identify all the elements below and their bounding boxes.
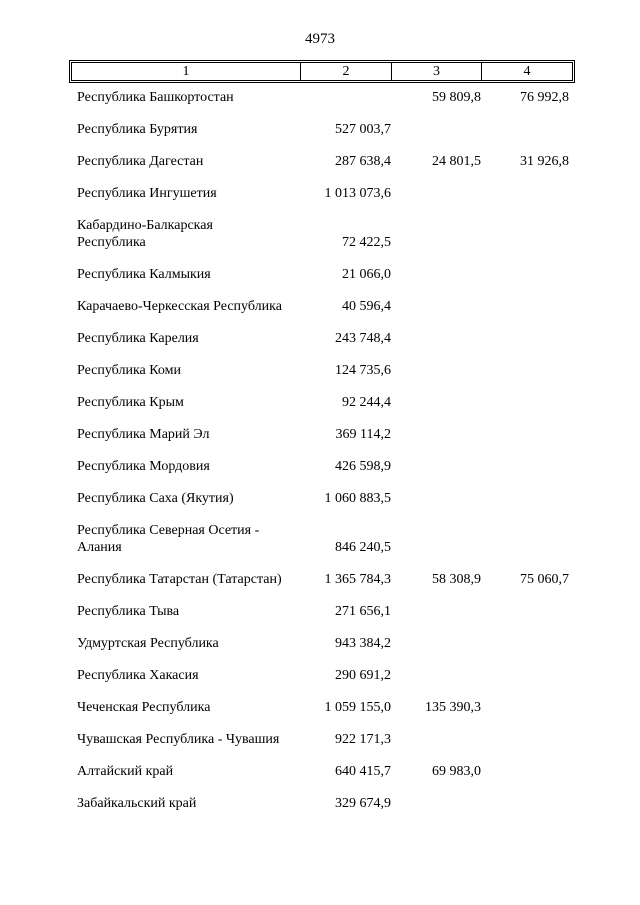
value-col-2: 124 735,6 <box>335 363 391 378</box>
value-col-2: 640 415,7 <box>335 764 391 779</box>
value-col-2: 287 638,4 <box>335 154 391 169</box>
value-col-2: 527 003,7 <box>335 122 391 137</box>
region-name: Республика Бурятия <box>77 122 198 137</box>
value-col-4: 76 992,8 <box>520 90 569 105</box>
region-name: Чувашская Республика - Чувашия <box>77 732 280 747</box>
value-col-4: 31 926,8 <box>520 154 569 169</box>
value-col-2: 1 059 155,0 <box>324 700 391 715</box>
value-col-3: 69 983,0 <box>432 764 481 779</box>
value-col-2: 1 013 073,6 <box>324 186 391 201</box>
header-col-2: 2 <box>301 63 392 81</box>
value-col-2: 243 748,4 <box>335 331 391 346</box>
region-name: Республика Дагестан <box>77 154 204 169</box>
page-number: 4973 <box>305 31 335 47</box>
value-col-3: 24 801,5 <box>432 154 481 169</box>
value-col-2: 21 066,0 <box>342 267 391 282</box>
region-name: Республика Марий Эл <box>77 427 210 442</box>
value-col-2: 92 244,4 <box>342 395 391 410</box>
value-col-2: 1 365 784,3 <box>324 572 391 587</box>
value-col-3: 59 809,8 <box>432 90 481 105</box>
value-col-2: 40 596,4 <box>342 299 391 314</box>
region-name: Карачаево-Черкесская Республика <box>77 299 282 314</box>
value-col-2: 846 240,5 <box>335 540 391 555</box>
region-name: Забайкальский край <box>77 796 197 811</box>
region-name: Республика Северная Осетия - Алания <box>77 523 260 555</box>
value-col-2: 271 656,1 <box>335 604 391 619</box>
region-name: Республика Коми <box>77 363 181 378</box>
region-name: Республика Карелия <box>77 331 199 346</box>
header-col-1: 1 <box>72 63 301 81</box>
value-col-2: 369 114,2 <box>335 427 391 442</box>
region-name: Кабардино-Балкарская Республика <box>77 218 213 250</box>
region-name: Республика Тыва <box>77 604 180 619</box>
value-col-2: 290 691,2 <box>335 668 391 683</box>
value-col-2: 329 674,9 <box>335 796 391 811</box>
value-col-2: 943 384,2 <box>335 636 391 651</box>
region-name: Алтайский край <box>77 764 174 779</box>
region-name: Республика Крым <box>77 395 184 410</box>
value-col-4: 75 060,7 <box>520 572 569 587</box>
region-name: Республика Мордовия <box>77 459 210 474</box>
region-name: Республика Татарстан (Татарстан) <box>77 572 282 587</box>
region-name: Республика Хакасия <box>77 668 199 683</box>
value-col-2: 426 598,9 <box>335 459 391 474</box>
header-col-4: 4 <box>482 63 573 81</box>
region-name: Чеченская Республика <box>77 700 211 715</box>
value-col-2: 72 422,5 <box>342 235 391 250</box>
header-col-3: 3 <box>392 63 482 81</box>
region-name: Республика Саха (Якутия) <box>77 491 234 506</box>
region-name: Республика Калмыкия <box>77 267 211 282</box>
region-name: Республика Башкортостан <box>77 90 234 105</box>
value-col-3: 135 390,3 <box>425 700 481 715</box>
region-name: Удмуртская Республика <box>77 636 219 651</box>
value-col-2: 1 060 883,5 <box>324 491 391 506</box>
value-col-2: 922 171,3 <box>335 732 391 747</box>
region-name: Республика Ингушетия <box>77 186 217 201</box>
value-col-3: 58 308,9 <box>432 572 481 587</box>
